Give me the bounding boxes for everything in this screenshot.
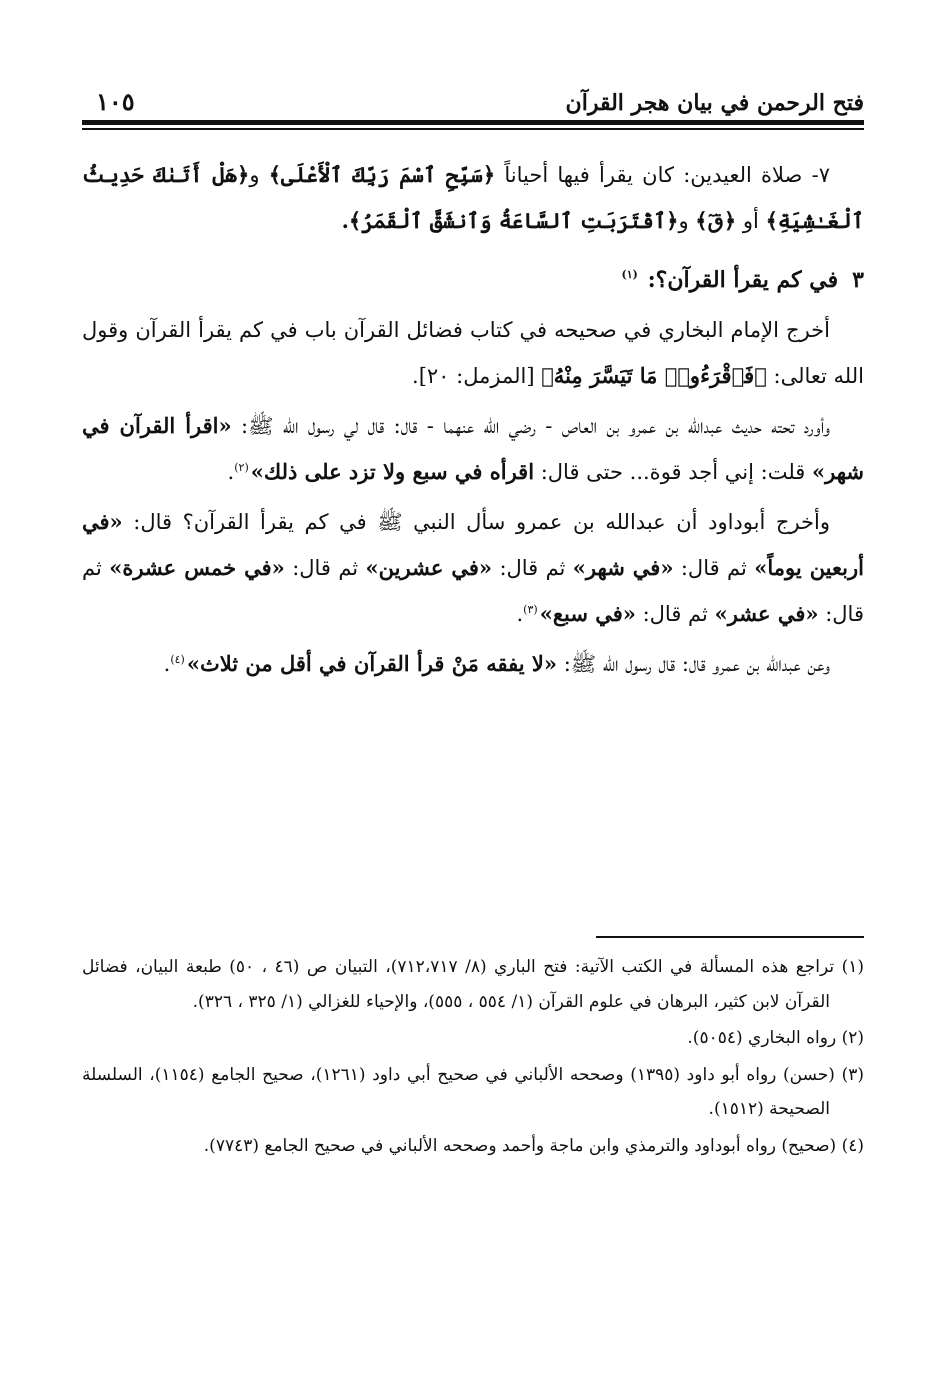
section-heading (82, 258, 864, 302)
section-title: في كم يقرأ القرآن؟: (647, 266, 839, 293)
main-text (82, 152, 864, 687)
footnote-3: (٣) (حسن) رواه أبو داود (١٣٩٥) وصححه الألباني في صحيح أبي داود (١٢٦١)، صحيح الجامع (١١٥٤)، السلسلة الصحيحة (١٥١٢). (82, 1064, 864, 1119)
text-run: . (516, 601, 524, 626)
item-label: صلاة العيدين: (683, 162, 803, 187)
hadith-quote: اقرأه في سبع ولا تزد على ذلك» (250, 458, 535, 484)
text-run: ثم قال: (642, 601, 708, 626)
text-run: . (163, 651, 171, 676)
hadith-quote: «اقرأ القرآن في شهر» (82, 412, 864, 484)
footnote-ref: (٤) (170, 652, 185, 666)
footnote-1: (١) تراجع هذه المسألة في الكتب الآتية: فتح الباري (٨/ ٧١٢،٧١٧)، التبيان ص (٤٦ ، ٥٠) طبعة البيان، فضائل القرآن لابن كثير، البرهان في علوم القرآن (١/ ٥٥٤ ، ٥٥٥)، والإحياء للغزالي (١/ ٣٢٥ ، ٣٢٦). (82, 957, 864, 1012)
text-run: قلت: إني أجد قوة... حتى قال: (540, 459, 806, 484)
hadith-quote: «في سبع» (539, 600, 636, 626)
page-content (82, 80, 864, 691)
section-number: ٣ (852, 266, 864, 293)
hadith-quote: «في خمس عشرة» (109, 554, 285, 580)
quran-verse: ﴿ٱقْتَرَبَتِ ٱلسَّاعَةُ وَٱنشَقَّ ٱلْقَمَرُ﴾. (341, 207, 679, 233)
book-title: فتح الرحمن في بيان هجر القرآن (565, 90, 864, 116)
paragraph-eid-prayer (82, 152, 864, 244)
text-run: وأورد تحته حديث عبدالله بن عمرو بن العاص - رضي الله عنهما - قال: قال لي رسول الله ﷺ: (241, 413, 830, 438)
text-run: ثم قال: (82, 555, 864, 626)
text-run: وأخرج أبوداود أن عبدالله بن عمرو سأل النبي ﷺ في كم يقرأ القرآن؟ قال: (133, 509, 830, 534)
hadith-quote: «في أربعين يوماً» (82, 508, 864, 580)
footnote-ref: (٣) (523, 602, 538, 616)
quran-verse: ﴿فَٱقْرَءُوا۟ مَا تَيَسَّرَ مِنْهُ﴾ (541, 362, 767, 388)
quran-verse: ﴿سَبِّحِ ٱسْمَ رَبِّكَ ٱلْأَعْلَى﴾ (268, 161, 496, 187)
item-number: ٧- (811, 162, 831, 187)
paragraph-hadith-abdullah (82, 403, 864, 495)
hadith-quote: «في شهر» (572, 554, 674, 580)
text-run: وعن عبدالله بن عمرو قال: قال رسول الله ﷺ: (563, 651, 830, 676)
text-run: و (678, 208, 689, 233)
text-run: ثم قال: (292, 555, 359, 580)
footnote-separator (596, 936, 864, 938)
quran-verse: ﴿هَلْ أَتَىٰكَ حَدِيثُ ٱلْغَـٰشِيَةِ﴾ (82, 161, 864, 233)
quran-verse: ﴿قٓ﴾ (695, 207, 737, 233)
header-rule-thin (82, 128, 864, 130)
footnote-ref: (٢) (234, 460, 249, 474)
text-run: أو (742, 208, 759, 233)
page-number: ١٠٥ (96, 87, 135, 116)
hadith-quote: «في عشر» (714, 600, 819, 626)
verse-reference: [المزمل: ٢٠]. (412, 363, 535, 388)
footnote-4: (٤) (صحيح) رواه أبوداود والترمذي وابن ماجة وأحمد وصححه الألباني في صحيح الجامع (٧٧٤٣). (203, 1135, 864, 1156)
hadith-quote: «في عشرين» (365, 554, 493, 580)
text-run: و (249, 162, 260, 187)
paragraph-abu-dawud (82, 499, 864, 637)
text-run: أخرج الإمام البخاري في صحيحه في كتاب فضائل القرآن باب في كم يقرأ القرآن وقول الله تعالى: (82, 317, 864, 388)
text-run: ثم قال: (680, 555, 747, 580)
text-run: كان يقرأ فيها أحياناً (504, 162, 674, 187)
text-run: . (227, 459, 235, 484)
running-header (82, 80, 864, 116)
text-run: ثم قال: (499, 555, 566, 580)
header-rule-thick (82, 120, 864, 125)
footnote-ref: (١) (621, 268, 638, 282)
paragraph-bukhari (82, 308, 864, 399)
footnotes (82, 950, 864, 1165)
hadith-quote: «لا يفقه مَنْ قرأ القرآن في أقل من ثلاث» (186, 650, 557, 676)
footnote-2: (٢) رواه البخاري (٥٠٥٤). (687, 1028, 864, 1048)
paragraph-three-days (82, 641, 864, 687)
